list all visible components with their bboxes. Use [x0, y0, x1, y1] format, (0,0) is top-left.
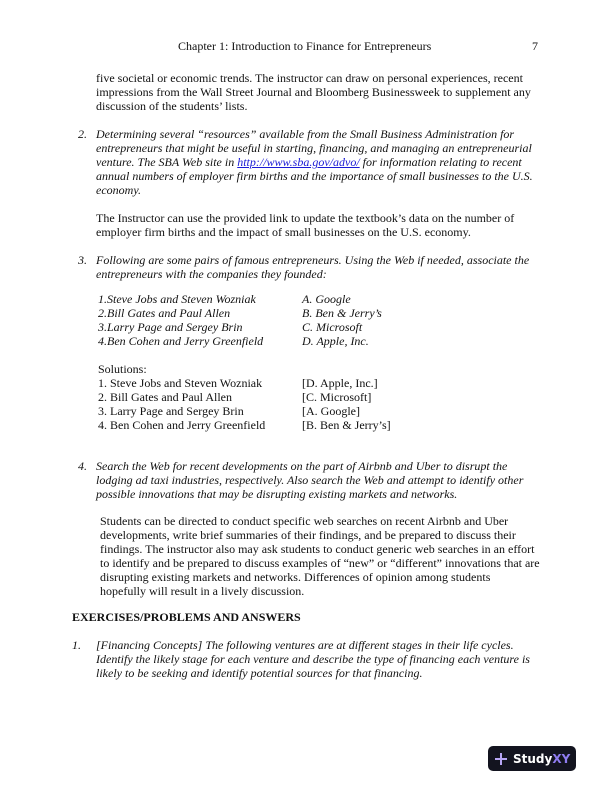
text-line: entrepreneurs that might be useful in starting, financing, and managing an entrepreneurial: [96, 141, 532, 155]
intro-paragraph: [96, 71, 546, 113]
text-line: Determining several “resources” available from the Small Business Administration for: [96, 127, 515, 141]
list-item: 4. Ben Cohen and Jerry Greenfield: [98, 418, 266, 432]
item-4-question: [96, 459, 546, 501]
text-line: employer firm births and the impact of small businesses on the U.S. economy.: [96, 225, 471, 239]
solutions-right-list: [302, 376, 391, 432]
solutions-label: Solutions:: [98, 362, 147, 376]
text-line: discussion of the students’ lists.: [96, 99, 248, 113]
list-item: [C. Microsoft]: [302, 390, 372, 404]
sba-link[interactable]: http://www.sba.gov/advo/: [237, 155, 360, 169]
text-line: likely to be seeking and identify potential sources for that financing.: [96, 666, 423, 680]
text-line: impressions from the Wall Street Journal and Bloomberg Businessweek to supplement any: [96, 85, 531, 99]
list-item: 2. Bill Gates and Paul Allen: [98, 390, 232, 404]
list-item: B. Ben & Jerry’s: [302, 306, 382, 320]
item-number: 4.: [78, 459, 87, 473]
item-number: 1.: [72, 638, 81, 652]
studyxy-badge[interactable]: [488, 746, 576, 771]
list-item: 1.Steve Jobs and Steven Wozniak: [98, 292, 256, 306]
text-line: Identify the likely stage for each venture and describe the type of financing each venture is: [96, 652, 530, 666]
text-line: hopefully will result in a lively discussion.: [100, 584, 305, 598]
badge-label-accent: XY: [552, 751, 571, 766]
list-item: 3.Larry Page and Sergey Brin: [98, 320, 243, 334]
list-item: [A. Google]: [302, 404, 360, 418]
item-4-answer: [100, 514, 550, 598]
list-item: C. Microsoft: [302, 320, 363, 334]
text-line: disrupting existing markets and networks. Differences of opinion among students: [100, 570, 491, 584]
item-2-question: [96, 127, 546, 197]
companies-list: [302, 292, 382, 348]
list-item: [B. Ben & Jerry’s]: [302, 418, 391, 432]
list-item: D. Apple, Inc.: [302, 334, 369, 348]
chapter-title: Chapter 1: Introduction to Finance for Entrepreneurs: [178, 39, 432, 53]
item-number: 2.: [78, 127, 87, 141]
page-header: [0, 39, 612, 53]
page-number: 7: [532, 39, 538, 53]
list-item: A. Google: [302, 292, 351, 306]
text-line: Following are some pairs of famous entrepreneurs. Using the Web if needed, associate the: [96, 253, 530, 267]
item-2-answer: [96, 211, 546, 239]
text-line: findings. The instructor also may ask students to conduct generic web searches in an effort: [100, 542, 535, 556]
text-line: Students can be directed to conduct specific web searches on recent Airbnb and Uber: [100, 514, 509, 528]
plus-icon: [495, 753, 507, 765]
text-fragment: venture. The SBA Web site in: [96, 155, 238, 169]
text-line: developments, write brief summaries of their findings, and be prepared to discuss their: [100, 528, 516, 542]
list-item: 4.Ben Cohen and Jerry Greenfield: [98, 334, 264, 348]
item-3-question: [96, 253, 546, 281]
exercise-1-question: [96, 638, 546, 680]
list-item: 1. Steve Jobs and Steven Wozniak: [98, 376, 263, 390]
item-number: 3.: [78, 253, 87, 267]
text-line: entrepreneurs with the companies they founded:: [96, 267, 327, 281]
entrepreneurs-list: [98, 292, 263, 348]
list-item: 2.Bill Gates and Paul Allen: [98, 306, 231, 320]
text-line: [Financing Concepts] The following ventures are at different stages in their life cycles.: [96, 638, 514, 652]
text-line: The Instructor can use the provided link to update the textbook’s data on the number of: [96, 211, 515, 225]
section-heading: EXERCISES/PROBLEMS AND ANSWERS: [72, 610, 301, 624]
text-line: Search the Web for recent developments on the part of Airbnb and Uber to disrupt the: [96, 459, 508, 473]
text-line: annual numbers of employer firm births and the importance of small businesses to the U.S.: [96, 169, 533, 183]
text-line: five societal or economic trends. The instructor can draw on personal experiences, recent: [96, 71, 523, 85]
text-fragment: for information relating to recent: [359, 155, 522, 169]
list-item: 3. Larry Page and Sergey Brin: [98, 404, 244, 418]
badge-label-main: Study: [513, 751, 553, 766]
text-line: economy.: [96, 183, 141, 197]
text-line: [96, 155, 546, 169]
text-line: possible innovations that may be disrupting existing markets and networks.: [96, 487, 458, 501]
text-line: to identify and be prepared to discuss examples of “new” or “different” innovations that are: [100, 556, 540, 570]
text-line: lodging ad taxi industries, respectively. Also search the Web and attempt to identify other: [96, 473, 524, 487]
solutions-left-list: [98, 376, 265, 432]
list-item: [D. Apple, Inc.]: [302, 376, 378, 390]
